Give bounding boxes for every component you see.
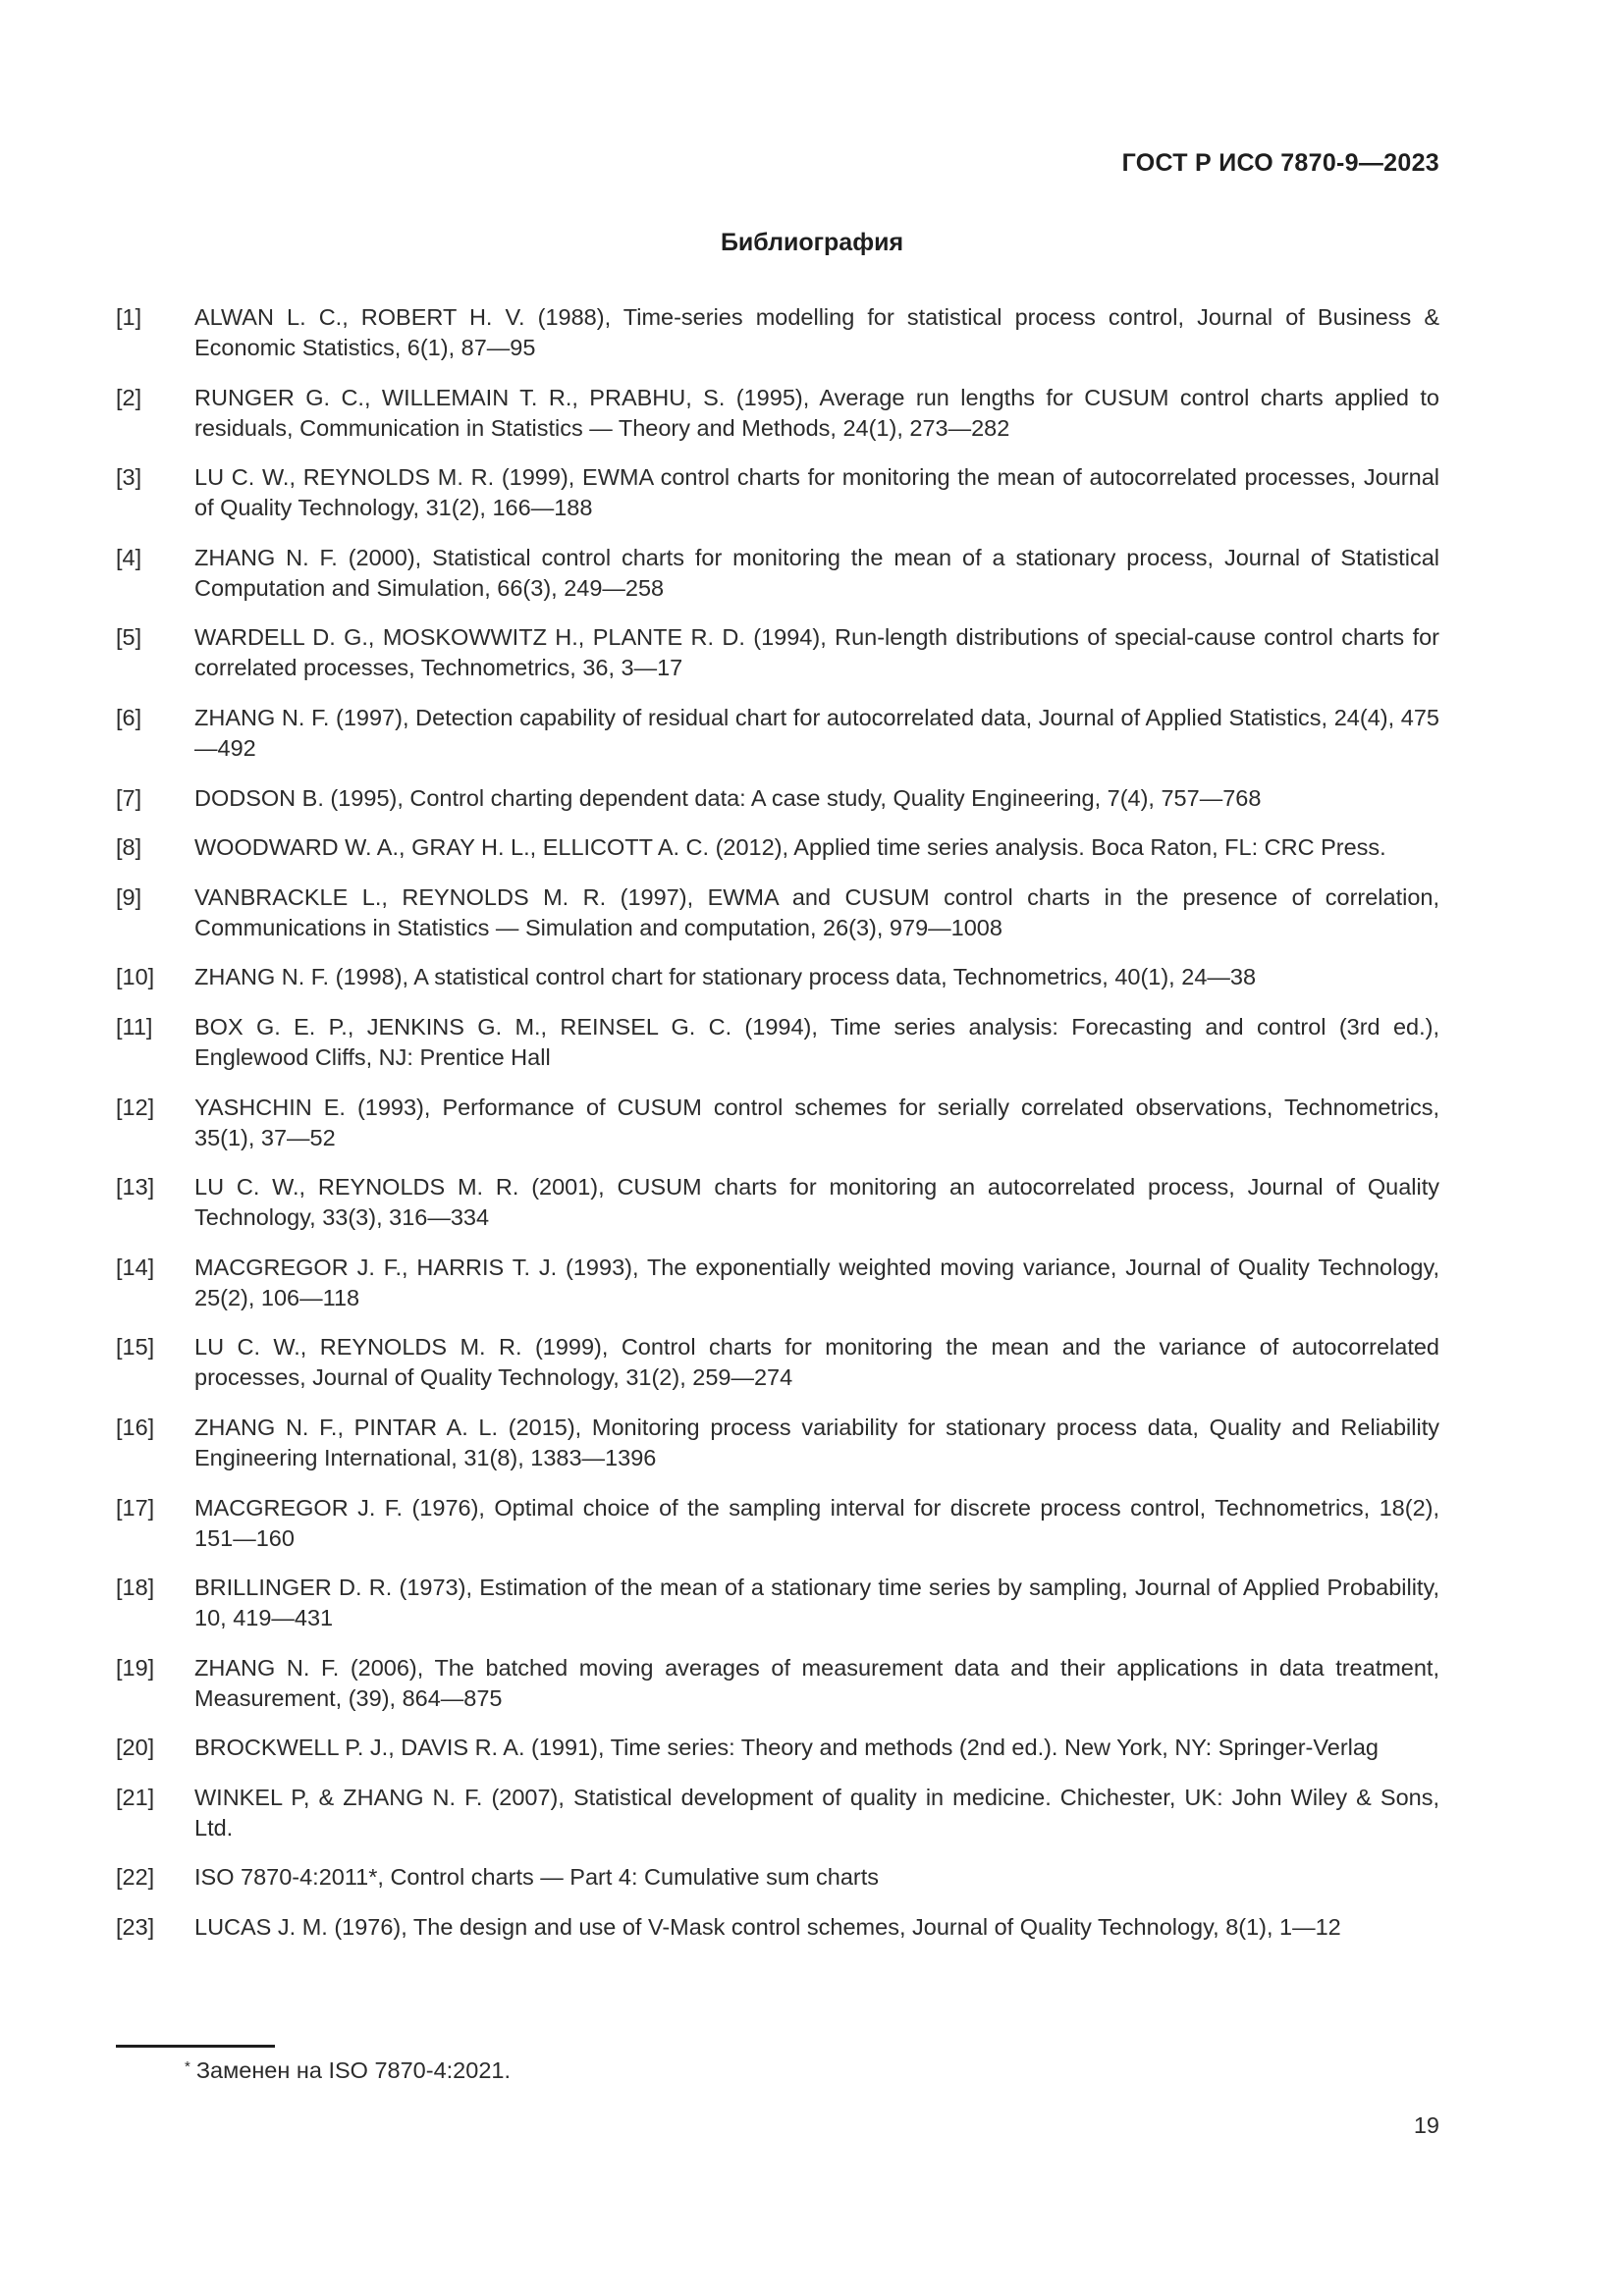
- reference-text: MACGREGOR J. F. (1976), Optimal choice of the sampling interval for discrete process control, Technometrics, 18(2), 151—160: [194, 1494, 1439, 1551]
- bibliography-entry: [116, 1493, 1439, 1554]
- reference-text: ZHANG N. F. (1998), A statistical control chart for stationary process data, Technometrics, 40(1), 24—38: [194, 964, 1257, 990]
- bibliography-entry: [116, 1912, 1439, 1943]
- reference-number: [12]: [116, 1094, 155, 1120]
- reference-text: BROCKWELL P. J., DAVIS R. A. (1991), Time series: Theory and methods (2nd ed.). New York, NY: Springer-Verlag: [194, 1735, 1380, 1761]
- reference-text: LUCAS J. M. (1976), The design and use of V-Mask control schemes, Journal of Quality Technology, 8(1), 1—12: [194, 1914, 1341, 1941]
- reference-number: [4]: [116, 544, 142, 570]
- bibliography-entry: [116, 1862, 1439, 1893]
- footnote-marker: *: [185, 2058, 190, 2075]
- reference-number: [23]: [116, 1914, 155, 1941]
- reference-text: ZHANG N. F. (1997), Detection capability of residual chart for autocorrelated data, Journal of Applied Statistics, 24(4), 475—492: [194, 704, 1439, 761]
- reference-text: RUNGER G. C., WILLEMAIN T. R., PRABHU, S. (1995), Average run lengths for CUSUM control charts applied to residuals, Communication in Statistics — Theory and Methods, 24(1), 273—282: [194, 384, 1439, 441]
- reference-number: [2]: [116, 384, 142, 410]
- bibliography-entry: [116, 462, 1439, 523]
- bibliography-entry: [116, 1172, 1439, 1233]
- reference-number: [7]: [116, 784, 142, 811]
- reference-text: ZHANG N. F. (2006), The batched moving averages of measurement data and their applications in data treatment, Measurement, (39), 864—875: [194, 1654, 1439, 1711]
- bibliography-entry: [116, 1332, 1439, 1393]
- reference-number: [9]: [116, 883, 142, 910]
- reference-number: [8]: [116, 834, 142, 861]
- reference-number: [13]: [116, 1174, 155, 1201]
- bibliography-entry: [116, 1253, 1439, 1313]
- bibliography-entry: [116, 1733, 1439, 1763]
- bibliography-entry: [116, 832, 1439, 863]
- bibliography-entry: [116, 1653, 1439, 1714]
- reference-number: [17]: [116, 1494, 155, 1521]
- bibliography-entry: [116, 703, 1439, 764]
- reference-text: WINKEL P, & ZHANG N. F. (2007), Statistical development of quality in medicine. Chichester, UK: John Wiley & Sons, Ltd.: [194, 1784, 1439, 1841]
- bibliography-entry: [116, 383, 1439, 444]
- reference-text: MACGREGOR J. F., HARRIS T. J. (1993), The exponentially weighted moving variance, Journal of Quality Technology, 25(2), 106—118: [194, 1254, 1439, 1310]
- reference-text: LU C. W., REYNOLDS M. R. (1999), EWMA control charts for monitoring the mean of autocorrelated processes, Journal of Quality Technology, 31(2), 166—188: [194, 464, 1439, 521]
- reference-text: BRILLINGER D. R. (1973), Estimation of the mean of a stationary time series by sampling, Journal of Applied Probability, 10, 419—431: [194, 1575, 1439, 1631]
- page-number: 19: [1413, 2112, 1439, 2138]
- reference-text: ZHANG N. F. (2000), Statistical control charts for monitoring the mean of a stationary process, Journal of Statistical Computation and Simulation, 66(3), 249—258: [194, 544, 1439, 601]
- reference-number: [16]: [116, 1414, 155, 1440]
- reference-number: [1]: [116, 304, 142, 330]
- footnote-text: Заменен на ISO 7870-4:2021.: [195, 2057, 511, 2083]
- reference-number: [22]: [116, 1864, 155, 1891]
- reference-number: [20]: [116, 1735, 155, 1761]
- bibliography-entry: [116, 1573, 1439, 1633]
- bibliography-entry: [116, 1093, 1439, 1153]
- bibliography-entry: [116, 1413, 1439, 1473]
- reference-number: [18]: [116, 1575, 155, 1601]
- bibliography-entry: [116, 543, 1439, 604]
- reference-text: DODSON B. (1995), Control charting dependent data: A case study, Quality Engineering, 7(4), 757—768: [194, 784, 1262, 811]
- reference-text: LU C. W., REYNOLDS M. R. (1999), Control charts for monitoring the mean and the variance of autocorrelated processes, Journal of Quality Technology, 31(2), 259—274: [194, 1334, 1439, 1391]
- reference-text: WOODWARD W. A., GRAY H. L., ELLICOTT A. C. (2012), Applied time series analysis. Boca Raton, FL: CRC Press.: [194, 834, 1386, 861]
- reference-text: ZHANG N. F., PINTAR A. L. (2015), Monitoring process variability for stationary process data, Quality and Reliability Engineering International, 31(8), 1383—1396: [194, 1414, 1439, 1470]
- bibliography-entry: [116, 882, 1439, 943]
- reference-number: [21]: [116, 1784, 155, 1810]
- reference-number: [11]: [116, 1013, 153, 1040]
- reference-text: BOX G. E. P., JENKINS G. M., REINSEL G. C. (1994), Time series analysis: Forecasting and control (3rd ed.), Englewood Cliffs, NJ: Prentice Hall: [194, 1013, 1439, 1070]
- bibliography-entry: [116, 783, 1439, 814]
- reference-number: [19]: [116, 1654, 155, 1681]
- reference-text: VANBRACKLE L., REYNOLDS M. R. (1997), EWMA and CUSUM control charts in the presence of correlation, Communications in Statistics — Simulation and computation, 26(3), 979—1008: [194, 883, 1439, 940]
- reference-number: [5]: [116, 624, 142, 651]
- document-code: ГОСТ Р ИСО 7870-9—2023: [1121, 149, 1439, 177]
- reference-text: ALWAN L. C., ROBERT H. V. (1988), Time-series modelling for statistical process control, Journal of Business & Economic Statistics, 6(1), 87—95: [194, 304, 1439, 360]
- reference-text: WARDELL D. G., MOSKOWWITZ H., PLANTE R. D. (1994), Run-length distributions of special-cause control charts for correlated processes, Technometrics, 36, 3—17: [194, 624, 1439, 681]
- bibliography-entry: [116, 302, 1439, 363]
- bibliography-list: [116, 302, 1439, 1962]
- bibliography-entry: [116, 1012, 1439, 1073]
- reference-text: YASHCHIN E. (1993), Performance of CUSUM control schemes for serially correlated observations, Technometrics, 35(1), 37—52: [194, 1094, 1439, 1150]
- reference-text: ISO 7870-4:2011*, Control charts — Part 4: Cumulative sum charts: [194, 1864, 880, 1891]
- bibliography-entry: [116, 1783, 1439, 1843]
- reference-number: [10]: [116, 964, 155, 990]
- section-title: Библиография: [720, 229, 904, 256]
- bibliography-entry: [116, 622, 1439, 683]
- reference-text: LU C. W., REYNOLDS M. R. (2001), CUSUM charts for monitoring an autocorrelated process, Journal of Quality Technology, 33(3), 316—334: [194, 1174, 1439, 1231]
- reference-number: [6]: [116, 704, 142, 730]
- reference-number: [3]: [116, 464, 142, 491]
- bibliography-entry: [116, 962, 1439, 992]
- reference-number: [14]: [116, 1254, 155, 1280]
- reference-number: [15]: [116, 1334, 155, 1361]
- footnote: [185, 2056, 511, 2086]
- footnote-divider: [116, 2045, 275, 2048]
